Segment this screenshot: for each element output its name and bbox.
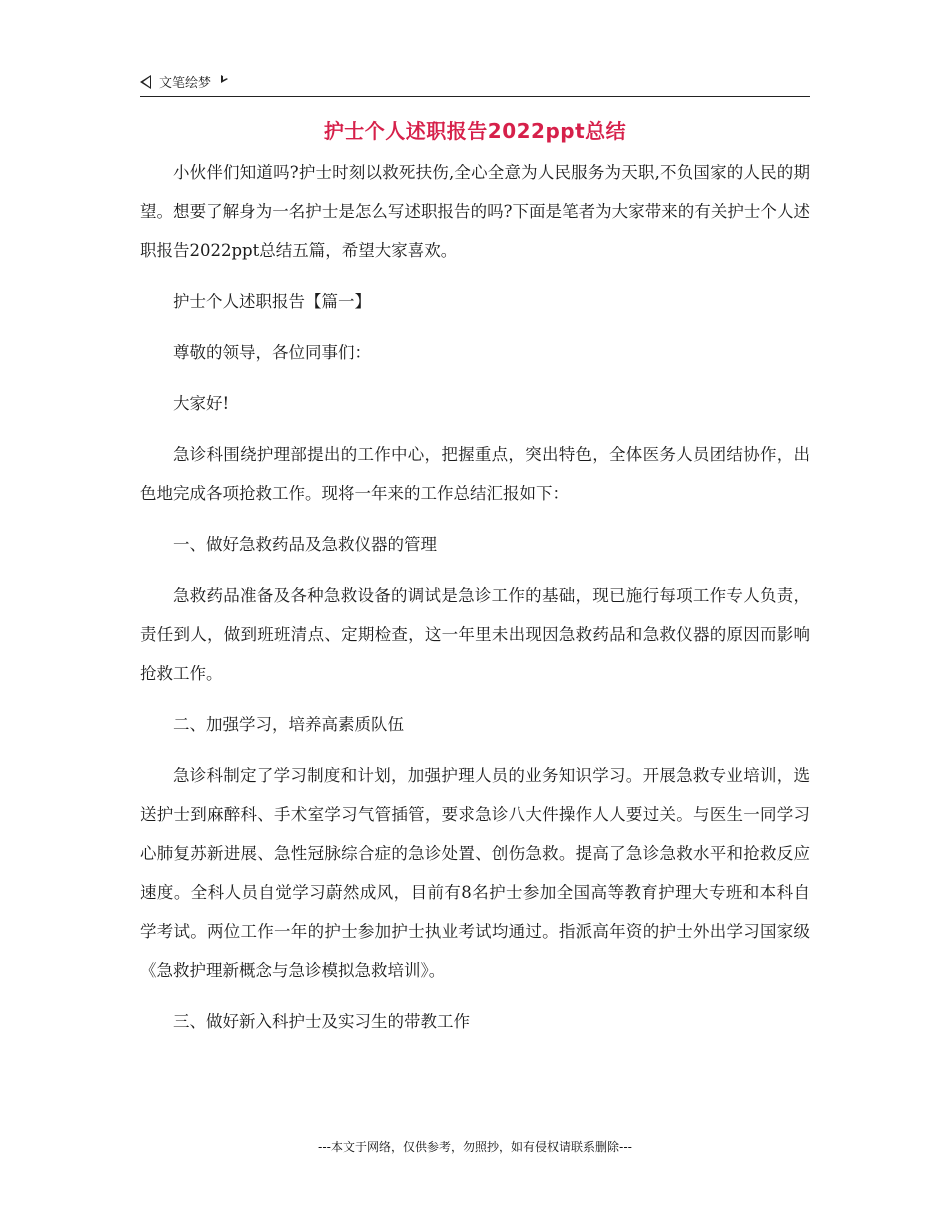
section-heading-2: 二、加强学习，培养高素质队伍 bbox=[173, 715, 404, 734]
section-paragraph-1: 急救药品准备及各种急救设备的调试是急诊工作的基础，现已施行每项工作专人负责，责任到人，做到班班清点、定期检查，这一年里未出现因急救药品和急救仪器的原因而影响抢救工作。 bbox=[140, 586, 810, 683]
document-title: 护士个人述职报告2022ppt总结 bbox=[323, 119, 627, 143]
page-footer-disclaimer: ---本文于网络，仅供参考，勿照抄，如有侵权请联系删除--- bbox=[318, 1140, 632, 1154]
intro-paragraph: 小伙伴们知道吗?护士时刻以救死扶伤,全心全意为人民服务为天职,不负国家的人民的期望。想要了解身为一名护士是怎么写述职报告的吗?下面是笔者为大家带来的有关护士个人述职报告2022ppt总结五篇，希望大家喜欢。 bbox=[140, 163, 810, 260]
section-heading-1: 一、做好急救药品及急救仪器的管理 bbox=[173, 535, 437, 554]
page-header bbox=[140, 70, 810, 97]
triangle-right-icon bbox=[221, 75, 228, 83]
greeting: 大家好! bbox=[173, 394, 230, 413]
section-paragraph-2: 急诊科制定了学习制度和计划，加强护理人员的业务知识学习。开展急救专业培训，选送护士到麻醉科、手术室学习气管插管，要求急诊八大件操作人人要过关。与医生一同学习心肺复苏新进展、急性冠脉综合症的急诊处置、创伤急救。提高了急诊急救水平和抢救反应速度。全科人员自觉学习蔚然成风，目前有8名护士参加全国高等教育护理大专班和本科自学考试。两位工作一年的护士参加护士执业考试均通过。指派高年资的护士外出学习国家级《急救护理新概念与急诊模拟急救培训》。 bbox=[140, 766, 810, 980]
document-body bbox=[140, 153, 810, 1053]
section-heading-part-one: 护士个人述职报告【篇一】 bbox=[173, 292, 371, 311]
brand-label: 文笔绘梦 bbox=[159, 76, 212, 91]
section-heading-3: 三、做好新入科护士及实习生的带教工作 bbox=[173, 1012, 470, 1031]
header-brand bbox=[140, 72, 228, 91]
summary-paragraph: 急诊科围绕护理部提出的工作中心，把握重点，突出特色，全体医务人员团结协作，出色地完成各项抢救工作。现将一年来的工作总结汇报如下： bbox=[140, 445, 810, 503]
salutation: 尊敬的领导，各位同事们： bbox=[173, 343, 371, 362]
triangle-left-icon bbox=[140, 75, 151, 89]
